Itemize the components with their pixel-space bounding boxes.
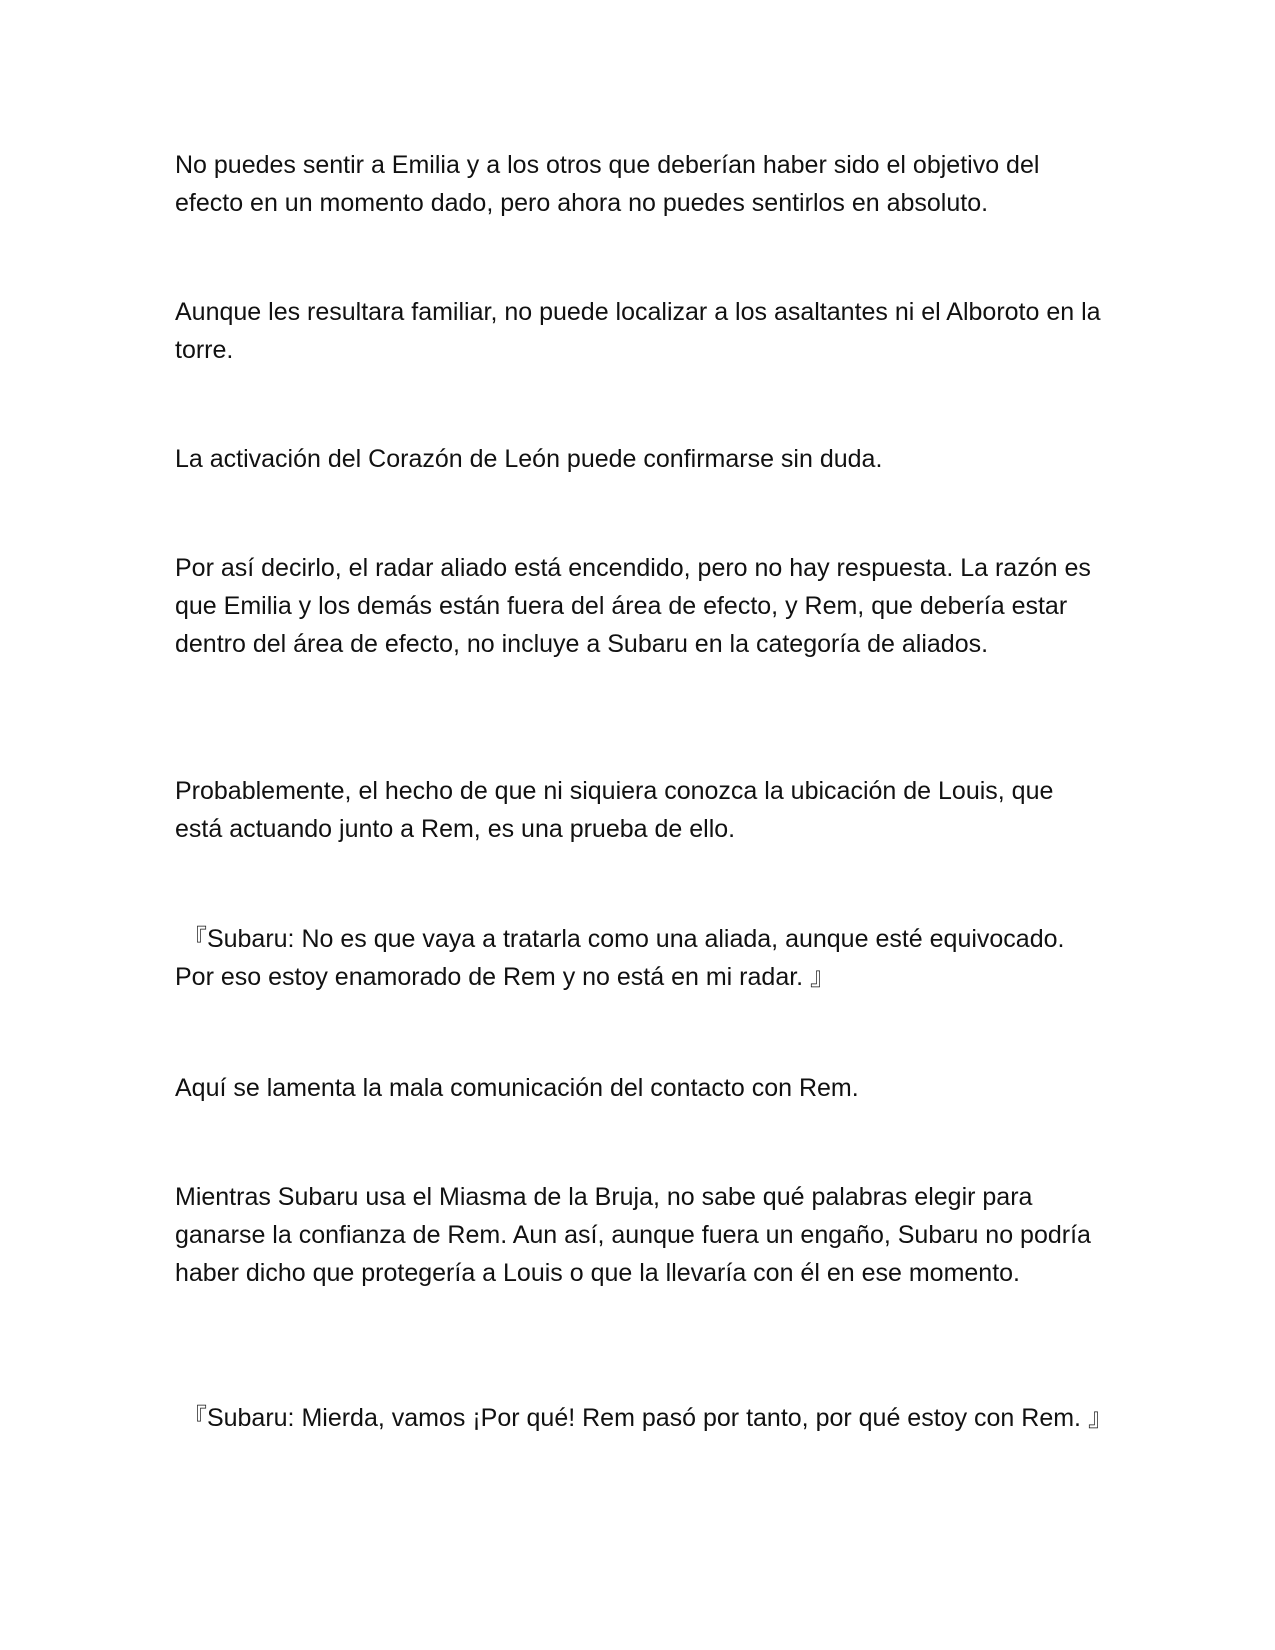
paragraph-2: Aunque les resultara familiar, no puede localizar a los asaltantes ni el Alboroto en la torre. xyxy=(175,298,1101,364)
paragraph-6: Aquí se lamenta la mala comunicación del contacto con Rem. xyxy=(175,1074,859,1102)
dialogue-1: 『Subaru: No es que vaya a tratarla como una aliada, aunque esté equivocado. Por eso estoy enamorado de Rem y no está en mi radar. 』 xyxy=(175,925,1065,991)
paragraph-7: Mientras Subaru usa el Miasma de la Bruja, no sabe qué palabras elegir para ganarse la confianza de Rem. Aun así, aunque fuera un engaño, Subaru no podría haber dicho que protegería a Louis o que la llevaría con él en ese momento. xyxy=(175,1183,1091,1287)
dialogue-2: 『Subaru: Mierda, vamos ¡Por qué! Rem pasó por tanto, por qué estoy con Rem. 』 xyxy=(175,1404,1113,1432)
paragraph-3: La activación del Corazón de León puede confirmarse sin duda. xyxy=(175,445,883,473)
paragraph-4: Por así decirlo, el radar aliado está encendido, pero no hay respuesta. La razón es que Emilia y los demás están fuera del área de efecto, y Rem, que debería estar dentro del área de efecto, no incluye a Subaru en la categoría de aliados. xyxy=(175,554,1091,658)
paragraph-1: No puedes sentir a Emilia y a los otros que deberían haber sido el objetivo del efecto en un momento dado, pero ahora no puedes sentirlos en absoluto. xyxy=(175,151,1040,217)
paragraph-5: Probablemente, el hecho de que ni siquiera conozca la ubicación de Louis, que está actuando junto a Rem, es una prueba de ello. xyxy=(175,777,1054,843)
